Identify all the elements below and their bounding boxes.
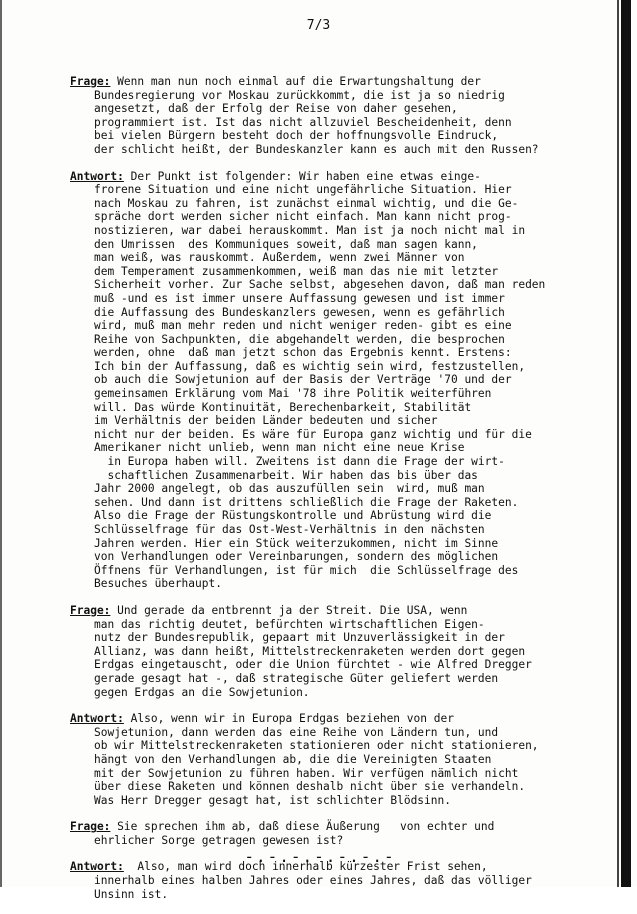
question-block bbox=[70, 820, 595, 847]
text-line: bei vielen Bürgern besteht doch der hoffnungsvolle Eindruck, bbox=[94, 129, 499, 143]
text-line: der schlicht heißt, der Bundeskanzler kann es auch mit den Russen? bbox=[94, 142, 539, 156]
closing-mark: -.-.-.-.-.-.- bbox=[244, 847, 396, 866]
text-line: Jahren werden. Hier ein Stück weiterzukommen, nicht im Sinne bbox=[94, 536, 499, 550]
text-line: Öffnens für Verhandlungen, ist für mich die Schlüsselfrage des bbox=[94, 563, 519, 577]
text-line: über diese Raketen und können deshalb nicht über sie verhandeln. bbox=[94, 780, 526, 794]
text-line: Was Herr Dregger gesagt hat, ist schlichter Blödsinn. bbox=[94, 793, 451, 807]
text-line: ob auch die Sowjetunion auf der Basis der Verträge '70 und der bbox=[94, 373, 512, 387]
line-text: Der Punkt ist folgender: Wir haben eine etwas einge- bbox=[123, 169, 481, 183]
text-line: nicht nur der beiden. Es wäre für Europa ganz wichtig und für die bbox=[94, 427, 532, 441]
answer-block bbox=[70, 712, 595, 807]
answer-block bbox=[70, 860, 595, 901]
answer-label: Antwort: bbox=[70, 712, 124, 726]
question-label: Frage: bbox=[70, 603, 111, 617]
text-line: Sowjetunion, dann werden das eine Reihe von Ländern tun, und bbox=[94, 725, 499, 739]
text-line: Ich bin der Auffassung, daß es wichtig sein wird, festzustellen, bbox=[94, 359, 526, 373]
line-text: Also, wenn wir in Europa Erdgas beziehen von der bbox=[123, 712, 454, 726]
scan-edge-left bbox=[0, 0, 2, 887]
first-line bbox=[70, 75, 595, 89]
text-line: mit der Sowjetunion zu führen haben. Wir verfügen nämlich nicht bbox=[94, 766, 519, 780]
scan-edge-right bbox=[621, 0, 631, 887]
text-line: ehrlicher Sorge getragen gewesen ist? bbox=[94, 833, 344, 847]
text-line: Jahr 2000 angelegt, ob das auszufüllen sein wird, muß man bbox=[94, 482, 485, 496]
answer-block bbox=[70, 170, 595, 591]
text-line: Amerikaner nicht unlieb, wenn man nicht eine neue Krise bbox=[94, 441, 465, 455]
text-line: programmiert ist. Ist das nicht allzuviel Bescheidenheit, denn bbox=[94, 115, 512, 129]
text-line: sehen. Und dann ist drittens schließlich die Frage der Raketen. bbox=[94, 495, 519, 509]
first-line bbox=[70, 170, 595, 184]
text-line: Reihe von Sachpunkten, die abgehandelt werden, die besprochen bbox=[94, 332, 505, 346]
text-line: innerhalb eines halben Jahres oder eines Jahres, daß das völliger bbox=[94, 874, 532, 888]
text-line: die Auffassung des Bundeskanzlers gewesen, wenn es gefährlich bbox=[94, 305, 505, 319]
first-line bbox=[70, 820, 595, 834]
line-text: Und gerade da entbrennt ja der Streit. Die USA, wenn bbox=[110, 603, 468, 617]
text-line: gemeinsamen Erklärung vom Mai '78 ihre Politik weiterführen bbox=[94, 387, 492, 401]
text-line: nutz der Bundesrepublik, gepaart mit Unzuverlässigkeit in der bbox=[94, 631, 505, 645]
text-line: gerade gesagt hat -, daß strategische Güter geliefert werden bbox=[94, 671, 499, 685]
text-line: man das richtig deutet, befürchten wirtschaftlichen Eigen- bbox=[94, 617, 485, 631]
text-line: wird, muß man mehr reden und nicht weniger reden- gibt es eine bbox=[94, 319, 512, 333]
text-line: hängt von den Verhandlungen ab, die die Vereinigten Staaten bbox=[94, 752, 492, 766]
text-line: Erdgas eingetauscht, oder die Union fürchtet - wie Alfred Dregger bbox=[94, 658, 532, 672]
line-text: Sie sprechen ihm ab, daß diese Äußerung von echter und bbox=[110, 820, 495, 834]
text-line: nostizieren, war dabei herauskommt. Man ist ja noch nicht mal in bbox=[94, 223, 526, 237]
text-line: frorene Situation und eine nicht ungefährliche Situation. Hier bbox=[94, 183, 512, 197]
text-line: ob wir Mittelstreckenraketen stationieren oder nicht stationieren, bbox=[94, 739, 539, 753]
question-block bbox=[70, 75, 595, 157]
text-line: dem Temperament zusammenkommen, weiß man das nie mit letzter bbox=[94, 264, 499, 278]
page-number: 7/3 bbox=[306, 18, 331, 33]
line-text: Wenn man nun noch einmal auf die Erwartungshaltung der bbox=[110, 75, 481, 88]
text-line: angesetzt, daß der Erfolg der Reise von daher gesehen, bbox=[94, 102, 458, 116]
text-line: Also die Frage der Rüstungskontrolle und Abrüstung wird die bbox=[94, 509, 492, 523]
text-line: nach Moskau zu fahren, ist zunächst einmal wichtig, und die Ge- bbox=[94, 196, 519, 210]
question-block bbox=[70, 604, 595, 699]
text-line: schaftlichen Zusammenarbeit. Wir haben das bis über das bbox=[94, 468, 478, 482]
text-line: Unsinn ist. bbox=[94, 887, 169, 901]
line-text: Also, man wird doch innerhalb kürzester Frist sehen, bbox=[123, 860, 488, 874]
first-line bbox=[70, 712, 595, 726]
text-line: Sicherheit vorher. Zur Sache selbst, abgesehen davon, daß man reden bbox=[94, 278, 546, 292]
answer-label: Antwort: bbox=[70, 169, 124, 183]
text-line: spräche dort werden sicher nicht einfach. Man kann nicht prog- bbox=[94, 210, 512, 224]
text-line: muß -und es ist immer unsere Auffassung gewesen und ist immer bbox=[94, 291, 505, 305]
text-line: will. Das würde Kontinuität, Berechenbarkeit, Stabilität bbox=[94, 400, 472, 414]
text-line: Allianz, was dann heißt, Mittelstreckenraketen werden dort gegen bbox=[94, 644, 526, 658]
question-label: Frage: bbox=[70, 820, 111, 834]
text-line: werden, ohne daß man jetzt schon das Ergebnis kennt. Erstens: bbox=[94, 346, 512, 360]
text-line: gegen Erdgas an die Sowjetunion. bbox=[94, 685, 310, 699]
text-line: von Verhandlungen oder Vereinbarungen, sondern des möglichen bbox=[94, 550, 499, 564]
text-line: Besuches überhaupt. bbox=[94, 577, 222, 591]
text-line: Schlüsselfrage für das Ost-West-Verhältnis in den nächsten bbox=[94, 523, 485, 536]
text-line: den Umrissen des Kommuniques soweit, daß man sagen kann, bbox=[94, 237, 478, 251]
text-line: in Europa haben will. Zweitens ist dann die Frage der wirt- bbox=[94, 455, 505, 469]
answer-label: Antwort: bbox=[70, 860, 124, 874]
first-line bbox=[70, 604, 595, 618]
interview-transcript bbox=[70, 75, 595, 914]
text-line: Bundesregierung vor Moskau zurückkommt, die ist ja so niedrig bbox=[94, 88, 505, 102]
text-line: im Verhältnis der beiden Länder bedeuten und sicher bbox=[94, 414, 438, 428]
question-label: Frage: bbox=[70, 75, 111, 88]
text-line: man weiß, was rauskommt. Außerdem, wenn zwei Männer von bbox=[94, 251, 465, 265]
